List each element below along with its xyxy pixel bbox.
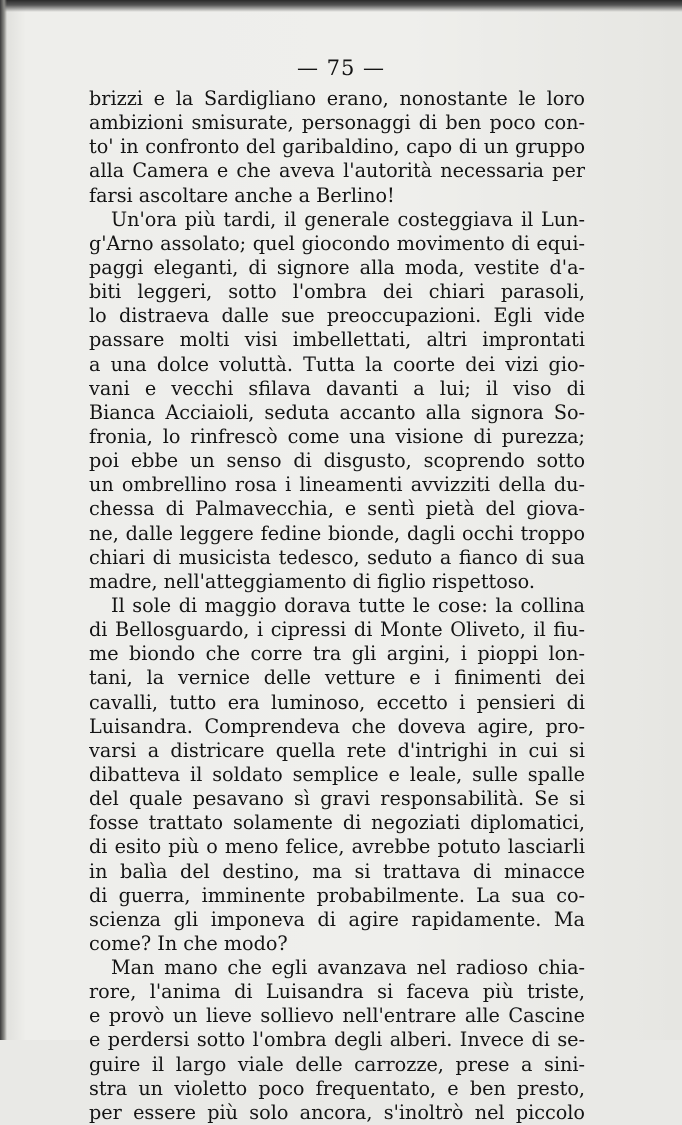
text-line: varsi a districare quella rete d'intrighi in cui si xyxy=(89,738,585,762)
text-line: brizzi e la Sardigliano erano, nonostante le loro xyxy=(89,87,585,110)
text-line: per essere più solo ancora, s'inoltrò nel piccolo xyxy=(89,1100,585,1124)
text-line: e perdersi sotto l'ombra degli alberi. Invece di se- xyxy=(89,1028,585,1052)
page-number: — 75 — xyxy=(296,56,386,80)
text-line: di Bellosguardo, i cipressi di Monte Oliveto, il fiu- xyxy=(89,618,585,642)
text-line: del quale pesavano sì gravi responsabilità. Se si xyxy=(89,787,585,811)
text-line: stra un violetto poco frequentato, e ben presto, xyxy=(89,1076,585,1100)
body-text xyxy=(89,87,585,1125)
text-line: Luisandra. Comprendeva che doveva agire, pro- xyxy=(89,714,585,738)
page-binding-shadow xyxy=(0,0,7,1040)
text-line: cavalli, tutto era luminoso, eccetto i pensieri di xyxy=(89,690,585,714)
text-line: di esito più o meno felice, avrebbe potuto lasciarli xyxy=(89,835,585,859)
text-line: come? In che modo? xyxy=(89,931,288,955)
text-line: farsi ascoltare anche a Berlino! xyxy=(89,183,395,207)
text-line: Un'ora più tardi, il generale costeggiava il Lun- xyxy=(111,207,585,231)
text-line: in balìa del destino, ma si trattava di minacce xyxy=(89,859,585,883)
text-line: paggi eleganti, di signore alla moda, vestite d'a- xyxy=(89,255,585,279)
text-line: ne, dalle leggere fedine bionde, dagli occhi troppo xyxy=(89,521,585,545)
text-line: un ombrellino rosa i lineamenti avvizziti della du- xyxy=(89,473,585,497)
text-line: di guerra, imminente probabilmente. La sua co- xyxy=(89,883,585,907)
text-line: Bianca Acciaioli, seduta accanto alla signora So- xyxy=(89,400,585,424)
text-line: g'Arno assolato; quel giocondo movimento di equi- xyxy=(89,231,585,255)
text-line: madre, nell'atteggiamento di figlio rispettoso. xyxy=(89,569,535,593)
text-line: fronia, lo rinfrescò come una visione di purezza; xyxy=(89,424,585,448)
text-line: a una dolce voluttà. Tutta la coorte dei vizi gio- xyxy=(89,352,585,376)
text-line: Il sole di maggio dorava tutte le cose: la collina xyxy=(111,593,585,617)
text-line: passare molti visi imbellettati, altri improntati xyxy=(89,328,585,352)
text-line: guire il largo viale delle carrozze, prese a sini- xyxy=(89,1052,585,1076)
text-line: rore, l'anima di Luisandra si faceva più triste, xyxy=(89,980,585,1004)
text-line: chiari di musicista tedesco, seduto a fianco di sua xyxy=(89,545,585,569)
text-line: alla Camera e che aveva l'autorità necessaria per xyxy=(89,159,585,183)
text-line: me biondo che corre tra gli argini, i pioppi lon- xyxy=(89,642,585,666)
page-top-shadow xyxy=(0,0,682,12)
text-line: poi ebbe un senso di disgusto, scoprendo sotto xyxy=(89,449,585,473)
text-line: to' in confronto del garibaldino, capo di un gruppo xyxy=(89,135,585,159)
text-line: lo distraeva dalle sue preoccupazioni. Egli vide xyxy=(89,304,585,328)
text-line: vani e vecchi sfilava davanti a lui; il viso di xyxy=(89,376,585,400)
text-line: scienza gli imponeva di agire rapidamente. Ma xyxy=(89,907,585,931)
text-line: chessa di Palmavecchia, e sentì pietà del giova- xyxy=(89,497,585,521)
text-line: ambizioni smisurate, personaggi di ben poco con- xyxy=(89,111,585,135)
text-line: biti leggeri, sotto l'ombra dei chiari parasoli, xyxy=(89,280,585,304)
text-line: dibatteva il soldato semplice e leale, sulle spalle xyxy=(89,762,585,786)
text-line: Man mano che egli avanzava nel radioso chia- xyxy=(111,956,585,980)
text-line: e provò un lieve sollievo nell'entrare alle Cascine xyxy=(89,1004,585,1028)
text-line: tani, la vernice delle vetture e i finimenti dei xyxy=(89,666,585,690)
text-line: fosse trattato solamente di negoziati diplomatici, xyxy=(89,811,585,835)
